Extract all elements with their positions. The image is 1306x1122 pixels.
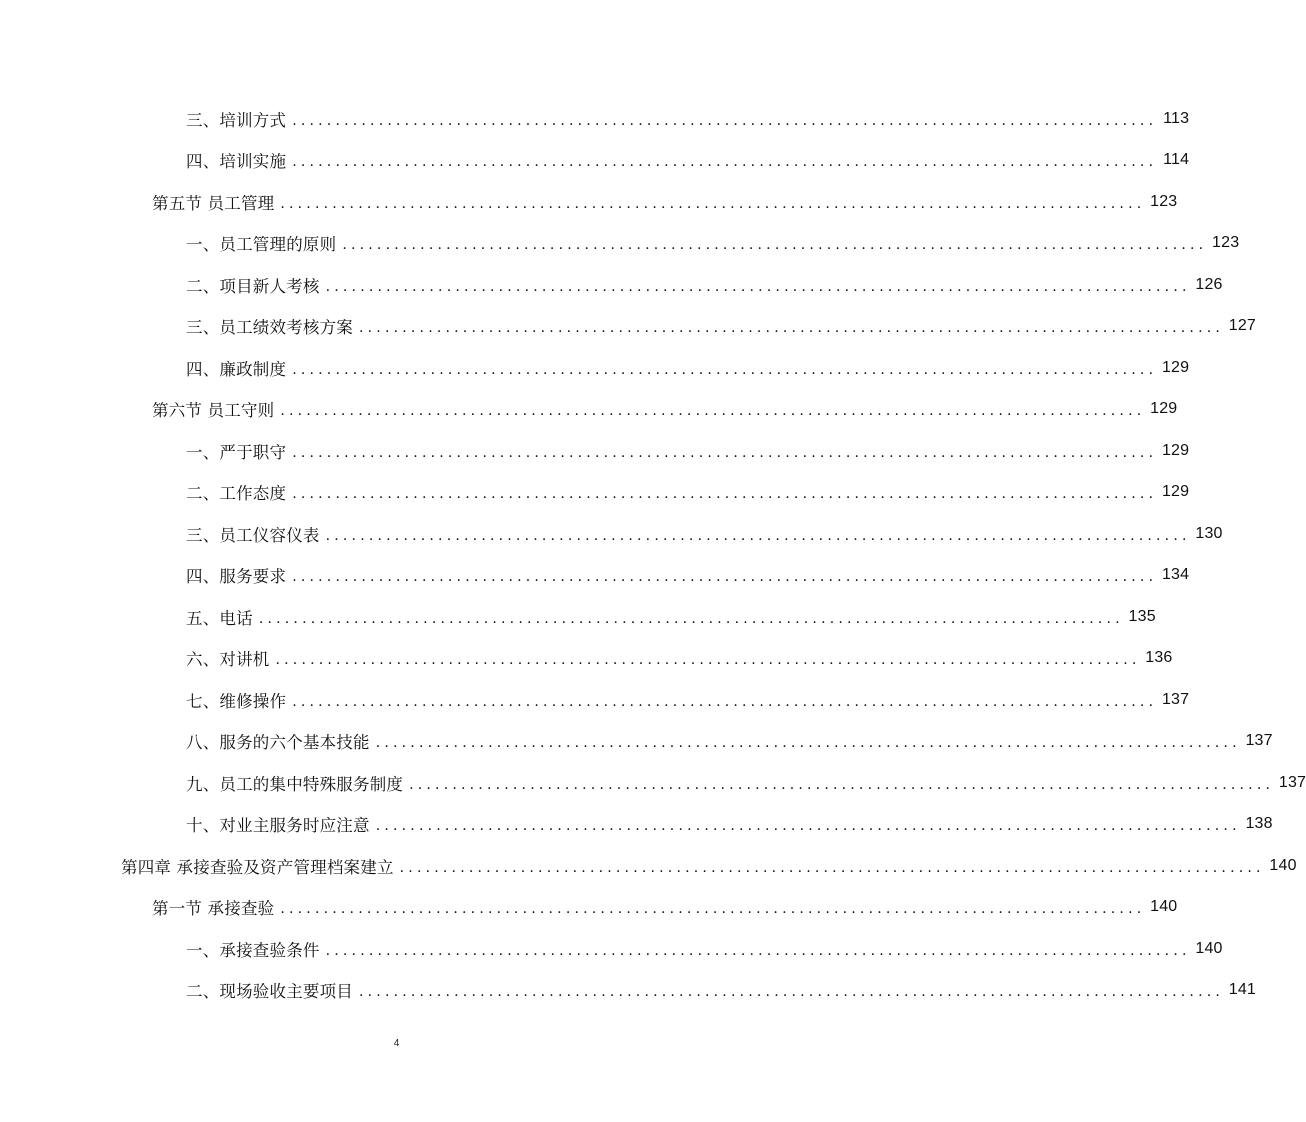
toc-dot-leader: ....................................................................................................: [292, 569, 1158, 586]
toc-dot-leader: ....................................................................................................: [325, 278, 1191, 295]
toc-entry-label: 四、培训实施: [186, 152, 287, 172]
toc-entry-page: 137: [1245, 732, 1273, 750]
toc-entry-page: 140: [1269, 856, 1297, 874]
toc-entry[interactable]: [0, 970, 1257, 1012]
toc-entry-page: 138: [1245, 815, 1273, 833]
toc-entry[interactable]: [0, 264, 1223, 306]
toc-dot-leader: ....................................................................................................: [359, 320, 1225, 337]
toc-entry-page: 113: [1163, 109, 1190, 127]
toc-entry-label: 三、培训方式: [186, 110, 287, 130]
toc-dot-leader: ....................................................................................................: [275, 652, 1141, 669]
toc-entry-label: 八、服务的六个基本技能: [186, 733, 370, 753]
toc-dot-leader: ....................................................................................................: [258, 610, 1124, 627]
toc-dot-leader: ....................................................................................................: [375, 735, 1241, 752]
toc-entry-label: 第五节 员工管理: [152, 193, 275, 213]
toc-entry-label: 二、现场验收主要项目: [186, 982, 353, 1002]
toc-entry[interactable]: [0, 347, 1190, 389]
toc-entry-page: 123: [1212, 234, 1240, 252]
toc-entry-label: 六、对讲机: [186, 650, 270, 670]
toc-dot-leader: ....................................................................................................: [292, 693, 1158, 710]
toc-dot-leader: ....................................................................................................: [292, 486, 1158, 503]
toc-entry-label: 第六节 员工守则: [152, 401, 275, 421]
toc-entry-label: 二、工作态度: [186, 484, 287, 504]
toc-entry[interactable]: [0, 638, 1173, 680]
toc-entry-page: 137: [1161, 690, 1190, 708]
toc-entry[interactable]: [0, 472, 1190, 514]
toc-entry[interactable]: [0, 596, 1156, 638]
toc-entry-page: 129: [1150, 400, 1178, 418]
toc-entry-label: 第四章 承接查验及资产管理档案建立: [121, 857, 394, 877]
page-number: 4: [393, 1038, 400, 1049]
toc-entry-page: 137: [1278, 773, 1306, 791]
toc-entry[interactable]: [0, 140, 1190, 182]
toc-entry[interactable]: [0, 181, 1178, 223]
table-of-contents: [0, 98, 1306, 1011]
toc-entry-page: 127: [1228, 317, 1257, 335]
toc-entry-label: 三、员工仪容仪表: [186, 525, 320, 545]
toc-entry-page: 129: [1161, 483, 1190, 501]
toc-entry-label: 七、维修操作: [186, 691, 287, 711]
toc-entry[interactable]: [0, 679, 1190, 721]
toc-entry-label: 五、电话: [186, 608, 253, 628]
toc-dot-leader: ....................................................................................................: [280, 403, 1146, 420]
toc-entry-page: 140: [1150, 898, 1178, 916]
toc-entry-label: 四、廉政制度: [186, 359, 287, 379]
toc-entry[interactable]: [0, 928, 1223, 970]
toc-entry-label: 十、对业主服务时应注意: [186, 816, 370, 836]
toc-entry[interactable]: [0, 887, 1178, 929]
toc-dot-leader: ....................................................................................................: [280, 195, 1146, 212]
toc-dot-leader: ....................................................................................................: [292, 112, 1158, 129]
toc-entry-page: 126: [1195, 275, 1223, 293]
toc-entry-page: 141: [1228, 981, 1257, 999]
toc-dot-leader: ....................................................................................................: [292, 154, 1158, 171]
toc-entry-page: 130: [1195, 524, 1223, 542]
toc-entry[interactable]: [0, 804, 1273, 846]
toc-entry-page: 136: [1145, 649, 1173, 667]
toc-entry-label: 一、承接查验条件: [186, 940, 320, 960]
toc-dot-leader: ....................................................................................................: [359, 984, 1225, 1001]
toc-dot-leader: ....................................................................................................: [292, 361, 1158, 378]
toc-entry-label: 九、员工的集中特殊服务制度: [186, 774, 404, 794]
toc-entry-page: 134: [1161, 566, 1190, 584]
toc-entry-page: 123: [1150, 192, 1178, 210]
toc-entry-label: 一、严于职守: [186, 442, 287, 462]
toc-dot-leader: ....................................................................................................: [325, 942, 1191, 959]
toc-dot-leader: ....................................................................................................: [409, 776, 1275, 793]
toc-entry-label: 一、员工管理的原则: [186, 235, 337, 255]
toc-entry[interactable]: [0, 98, 1190, 140]
toc-dot-leader: ....................................................................................................: [375, 818, 1241, 835]
toc-entry-label: 三、员工绩效考核方案: [186, 318, 353, 338]
toc-entry[interactable]: [0, 555, 1190, 597]
toc-dot-leader: ....................................................................................................: [292, 444, 1158, 461]
toc-entry-page: 140: [1195, 939, 1223, 957]
toc-entry-page: 135: [1128, 607, 1156, 625]
toc-entry-page: 129: [1161, 441, 1190, 459]
toc-entry[interactable]: [0, 306, 1257, 348]
toc-entry[interactable]: [0, 513, 1223, 555]
toc-entry[interactable]: [0, 721, 1273, 763]
toc-entry[interactable]: [0, 762, 1306, 804]
toc-entry[interactable]: [0, 430, 1190, 472]
toc-dot-leader: ....................................................................................................: [342, 237, 1208, 254]
toc-entry[interactable]: [0, 223, 1240, 265]
toc-entry-page: 114: [1163, 151, 1190, 169]
toc-entry-label: 第一节 承接查验: [152, 899, 275, 919]
toc-dot-leader: ....................................................................................................: [399, 859, 1265, 876]
toc-entry-page: 129: [1161, 358, 1190, 376]
toc-entry[interactable]: [0, 845, 1297, 887]
toc-dot-leader: ....................................................................................................: [280, 901, 1146, 918]
toc-entry[interactable]: [0, 389, 1178, 431]
toc-entry-label: 四、服务要求: [186, 567, 287, 587]
toc-entry-label: 二、项目新人考核: [186, 276, 320, 296]
toc-dot-leader: ....................................................................................................: [325, 527, 1191, 544]
